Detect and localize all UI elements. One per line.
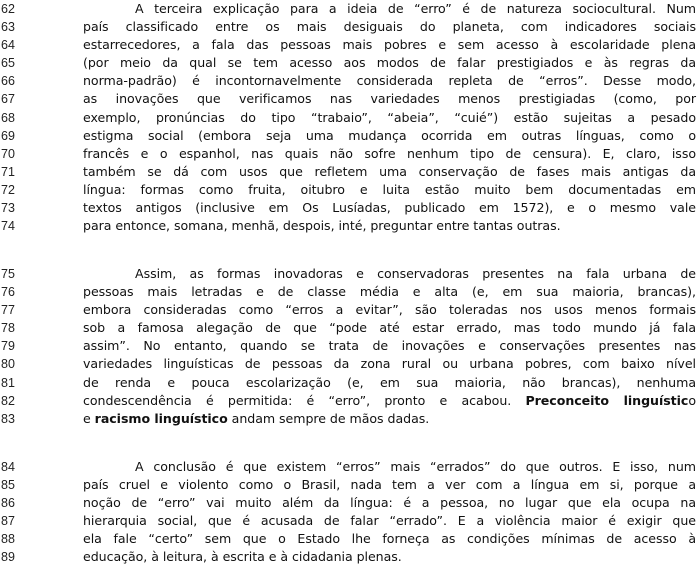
line-text: variedades linguísticas de pessoas da zona rural ou urbana pobres, com baixo nível <box>83 356 696 372</box>
line-text: também se dá com usos que refletem uma conservação de fases mais antigas da <box>83 163 696 179</box>
line-text: estigma social (embora seja uma mudança ocorrida em outras línguas, como o <box>83 127 696 143</box>
line-text: A conclusão é que existem “erros” mais “errados” do que outros. E isso, num <box>135 459 696 474</box>
line-number: 83 <box>1 411 15 426</box>
line-number: 87 <box>1 514 15 529</box>
line-number: 63 <box>1 20 15 35</box>
line-text <box>83 392 696 410</box>
line-number: 68 <box>1 110 15 125</box>
line-number: 64 <box>1 38 15 53</box>
bold-term-racismo-linguistico: racismo linguístico <box>94 410 228 426</box>
line-number: 73 <box>1 201 15 216</box>
line-text-plain: andam sempre de mãos dadas. <box>227 410 430 426</box>
line-number: 81 <box>1 375 15 390</box>
line-number: 86 <box>1 496 15 511</box>
line-text: para entonce, somana, menhã, despois, inté, preguntar entre tantas outras. <box>83 218 561 234</box>
line-number: 80 <box>1 357 15 372</box>
line-text: língua: formas como fruita, oitubro e luita estão muito bem documentadas em <box>83 181 696 197</box>
line-number: 76 <box>1 285 15 300</box>
line-text: pessoas mais letradas e de classe média e alta (e, em sua maioria, brancas), <box>83 284 696 300</box>
line-number: 66 <box>1 74 15 89</box>
line-text <box>83 410 696 428</box>
line-text: francês e o espanhol, nas quais não sofre nenhum tipo de censura). E, claro, isso <box>83 145 696 161</box>
line-text: assim”. No entanto, quando se trata de inovações e conservações presentes nas <box>83 338 696 354</box>
line-text: (por meio da qual se tem acesso aos modos de falar prestigiados e às regras da <box>83 55 696 71</box>
line-text: norma-padrão) é incontornavelmente considerada repleta de “erros”. Desse modo, <box>83 73 696 89</box>
line-number: 82 <box>1 393 15 408</box>
line-number: 77 <box>1 303 15 318</box>
line-number: 75 <box>1 267 15 281</box>
line-text: hierarquia social, que é acusada de falar “errado”. E a violência maior é exigir que <box>83 513 696 529</box>
line-text: as inovações que verificamos nas variedades menos prestigiadas (como, por <box>83 91 696 107</box>
line-number: 67 <box>1 92 15 107</box>
line-text: Assim, as formas inovadoras e conservadoras presentes na fala urbana de <box>135 266 696 281</box>
line-text: educação, à leitura, à escrita e à cidadania plenas. <box>83 549 402 565</box>
line-number: 85 <box>1 478 15 493</box>
bold-term-preconceito-linguistico: Preconceito linguístic <box>525 392 689 408</box>
line-text-plain: o <box>688 392 696 408</box>
line-text: país classificado entre os mais desiguais do planeta, com indicadores sociais <box>83 19 696 35</box>
line-text: país cruel e violento como o Brasil, nada tem a ver com a língua em si, porque a <box>83 477 696 493</box>
line-text: exemplo, pronúncias do tipo “trabaio”, “abeia”, “cuié”) estão sujeitas a pesado <box>83 109 696 125</box>
line-text: noção de “erro” vai muito além da língua: é a pessoa, no lugar que ela ocupa na <box>83 495 696 511</box>
line-number: 70 <box>1 146 15 161</box>
line-text-plain: condescendência é permitida: é “erro”, pronto e acabou. <box>83 392 526 408</box>
line-number: 72 <box>1 182 15 197</box>
line-number: 65 <box>1 56 15 71</box>
line-number: 62 <box>1 2 15 16</box>
line-number: 71 <box>1 164 15 179</box>
line-text: textos antigos (inclusive em Os Lusíadas, publicado em 1572), e o mesmo vale <box>83 200 696 216</box>
line-text: embora consideradas como “erros a evitar”, são toleradas nos usos menos formais <box>83 302 696 318</box>
line-number: 78 <box>1 321 15 336</box>
line-number: 74 <box>1 219 15 234</box>
line-number: 88 <box>1 532 15 547</box>
line-text: sob a famosa alegação de que “pode até estar errado, mas todo mundo já fala <box>83 320 696 336</box>
line-number: 89 <box>1 550 15 565</box>
line-number: 84 <box>1 460 15 474</box>
line-text-plain: e <box>83 410 95 426</box>
line-text: ela fale “certo” sem que o Estado lhe forneça as condições mínimas de acesso à <box>83 531 696 547</box>
line-text: estarrecedores, a fala das pessoas mais pobres e sem acesso à escolaridade plena <box>83 37 696 53</box>
line-number: 79 <box>1 339 15 354</box>
line-text: A terceira explicação para a ideia de “erro” é de natureza sociocultural. Num <box>135 1 696 16</box>
line-number: 69 <box>1 128 15 143</box>
line-text: de renda e pouca escolarização (e, em sua maioria, não brancas), nenhuma <box>83 374 696 390</box>
